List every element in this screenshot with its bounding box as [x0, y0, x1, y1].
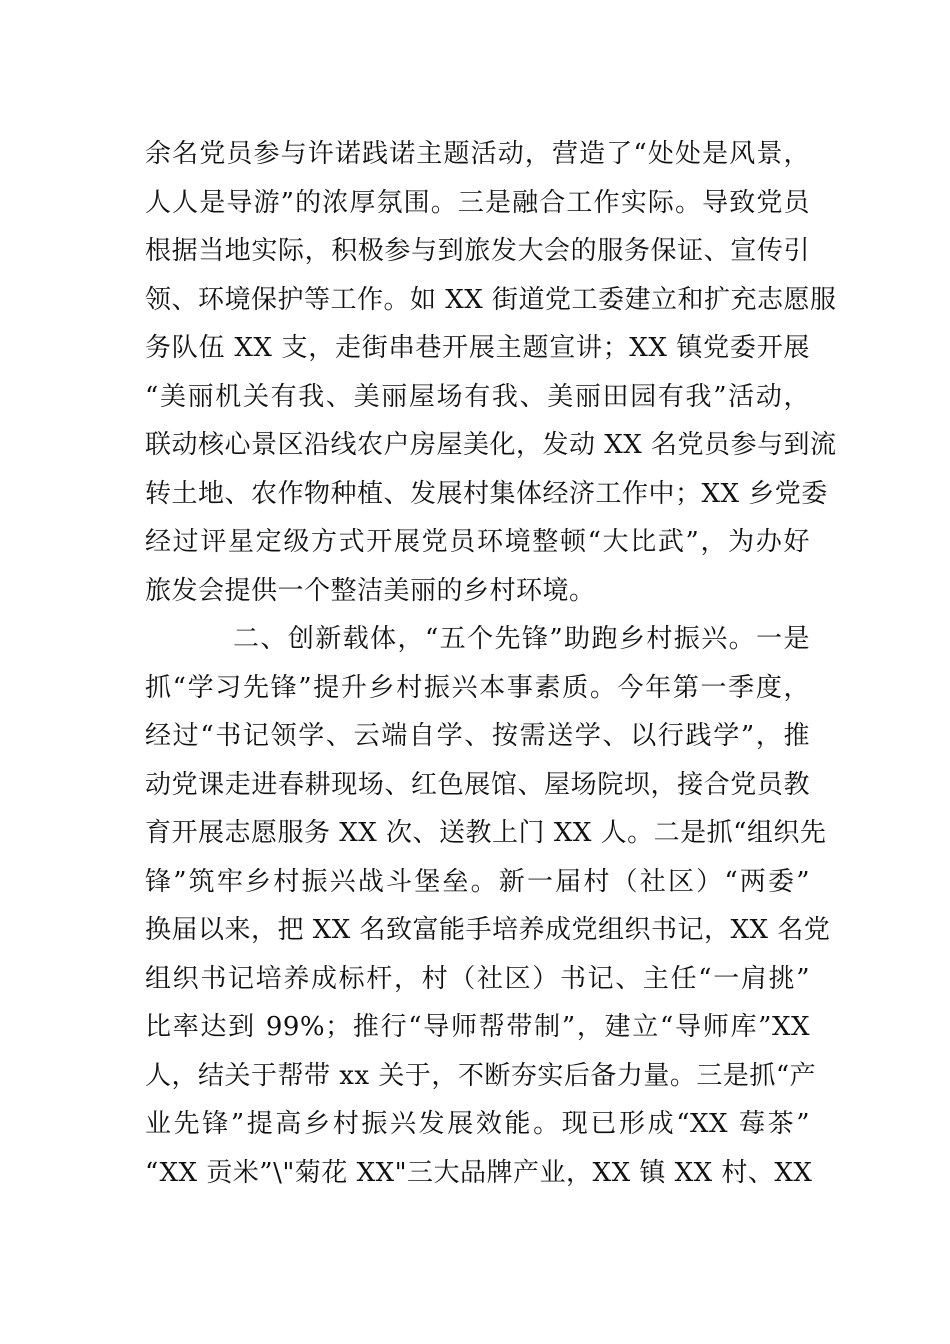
text-line: 根据当地实际，积极参与到旅发大会的服务保证、宣传引	[145, 236, 810, 266]
text-line: 联动核心景区沿线农户房屋美化，发动 XX 名党员参与到流	[145, 430, 837, 460]
paragraph-1	[145, 130, 837, 615]
text-line: 换届以来，把 XX 名致富能手培养成党组织书记，XX 名党	[145, 915, 831, 945]
text-line: “美丽机关有我、美丽屋场有我、美丽田园有我”活动，	[145, 381, 810, 412]
text-line: 业先锋”提高乡村振兴发展效能。现已形成“XX 莓茶”	[145, 1109, 810, 1139]
text-line: 旅发会提供一个整洁美丽的乡村环境。	[145, 575, 596, 606]
text-line: 组织书记培养成标杆，村（社区）书记、主任“一肩挑”	[145, 963, 810, 994]
text-line: 二、创新载体，“五个先锋”助跑乡村振兴。一是	[233, 624, 810, 654]
text-line: 锋”筑牢乡村振兴战斗堡垒。新一届村（社区）“两委”	[145, 866, 810, 897]
paragraph-2	[145, 615, 831, 1197]
text-line: 育开展志愿服务 XX 次、送教上门 XX 人。二是抓“组织先	[145, 818, 827, 848]
text-line: 务队伍 XX 支，走街串巷开展主题宣讲；XX 镇党委开展	[145, 333, 810, 363]
text-line: 经过评星定级方式开展党员环境整顿“大比武”，为办好	[145, 527, 810, 557]
text-line: 余名党员参与许诺践诺主题活动，营造了“处处是风景，	[145, 139, 810, 169]
text-line: 人，结关于帮带 xx 关于，不断夯实后备力量。三是抓“产	[145, 1060, 817, 1091]
text-line: 经过“书记领学、云端自学、按需送学、以行践学”，推	[145, 721, 810, 751]
text-line: 领、环境保护等工作。如 XX 街道党工委建立和扩充志愿服	[145, 284, 837, 315]
text-line: “XX 贡米”\"菊花 XX"三大品牌产业，XX 镇 XX 村、XX	[145, 1157, 813, 1188]
text-line: 抓“学习先锋”提升乡村振兴本事素质。今年第一季度，	[145, 672, 810, 703]
text-line: 比率达到 99%；推行“导师帮带制”，建立“导师库”XX	[145, 1012, 810, 1042]
text-line: 转土地、农作物种植、发展村集体经济工作中；XX 乡党委	[145, 478, 828, 509]
text-line: 动党课走进春耕现场、红色展馆、屋场院坝，接合党员教	[145, 769, 810, 800]
document-body	[145, 130, 837, 1197]
text-line: 人人是导游”的浓厚氛围。三是融合工作实际。导致党员	[145, 187, 810, 218]
